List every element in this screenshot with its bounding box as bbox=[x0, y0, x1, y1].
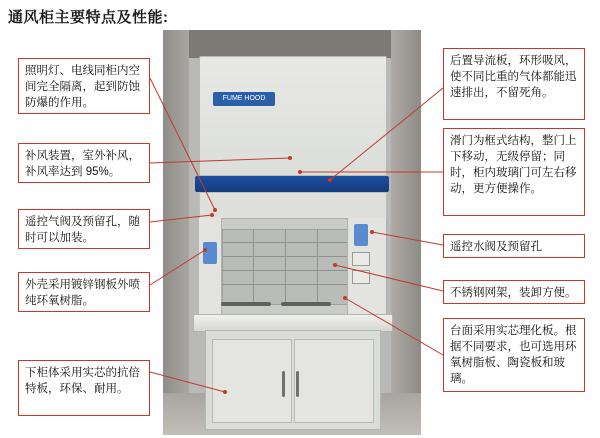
photo-ceiling bbox=[163, 30, 421, 58]
hood-upper-housing bbox=[199, 56, 387, 176]
callout-lower-cabinet bbox=[18, 360, 150, 416]
callout-worktop bbox=[443, 318, 585, 392]
baffle-panel bbox=[222, 229, 348, 305]
callout-shell-coating bbox=[18, 272, 150, 312]
brand-plate: FUME HOOD bbox=[213, 92, 275, 106]
cabinet-door-right bbox=[294, 339, 374, 423]
callout-sash-text: 滑门为框式结构，整门上下移动，无级停留；同时，柜内玻璃门可左右移动，更方便操作。 bbox=[450, 135, 577, 195]
sash-frame bbox=[199, 192, 387, 220]
callout-shell-coating-text: 外壳采用镀锌钢板外喷纯环氧树脂。 bbox=[25, 279, 140, 307]
rack-line bbox=[285, 230, 286, 304]
door-handle-left bbox=[282, 371, 285, 397]
callout-baffle-text: 后置导流板，环形吸风，使不同比重的气体都能迅速排出，不留死角。 bbox=[450, 55, 577, 99]
callout-worktop-text: 台面采用实芯理化板。根据不同要求，也可选用环氧树脂板、陶瓷板和玻璃。 bbox=[450, 325, 577, 385]
door-handle-right bbox=[296, 371, 299, 397]
callout-lighting-text: 照明灯、电线同柜内空间完全隔离，起到防蚀防爆的作用。 bbox=[25, 65, 140, 109]
callout-water-valve bbox=[443, 234, 585, 258]
gas-valve-control bbox=[354, 224, 368, 246]
callout-rack-text: 不锈钢网架，装卸方便。 bbox=[450, 287, 577, 299]
callout-air-supply bbox=[18, 143, 150, 183]
callout-air-supply-text: 补风装置，室外补风，补风率达到 95%。 bbox=[25, 150, 140, 178]
hood-blue-band bbox=[195, 176, 389, 192]
photo-wall-left bbox=[163, 30, 189, 435]
photo-wall-right bbox=[391, 30, 421, 435]
outlet-panel bbox=[352, 270, 370, 284]
rack-line bbox=[253, 230, 254, 304]
callout-baffle bbox=[443, 48, 585, 120]
page-title: 通风柜主要特点及性能: bbox=[8, 9, 169, 26]
lower-cabinet bbox=[205, 330, 381, 430]
callout-gas-valve bbox=[18, 209, 150, 249]
left-side-panel bbox=[199, 218, 222, 314]
fume-hood-photo bbox=[163, 30, 421, 435]
sash-handle-right bbox=[281, 302, 331, 306]
left-control-panel bbox=[203, 242, 217, 264]
cabinet-door-left bbox=[212, 339, 292, 423]
rack-line bbox=[317, 230, 318, 304]
sash-handle-left bbox=[221, 302, 271, 306]
callout-lower-cabinet-text: 下柜体采用实芯的抗倍特板，环保、耐用。 bbox=[25, 367, 140, 395]
callout-lighting bbox=[18, 58, 150, 114]
callout-water-valve-text: 遥控水阀及预留孔 bbox=[450, 241, 542, 253]
callout-sash bbox=[443, 128, 585, 216]
water-valve-control bbox=[352, 252, 370, 266]
callout-rack bbox=[443, 280, 585, 304]
callout-gas-valve-text: 遥控气阀及预留孔，随时可以加装。 bbox=[25, 216, 140, 244]
right-side-panel bbox=[347, 218, 386, 314]
